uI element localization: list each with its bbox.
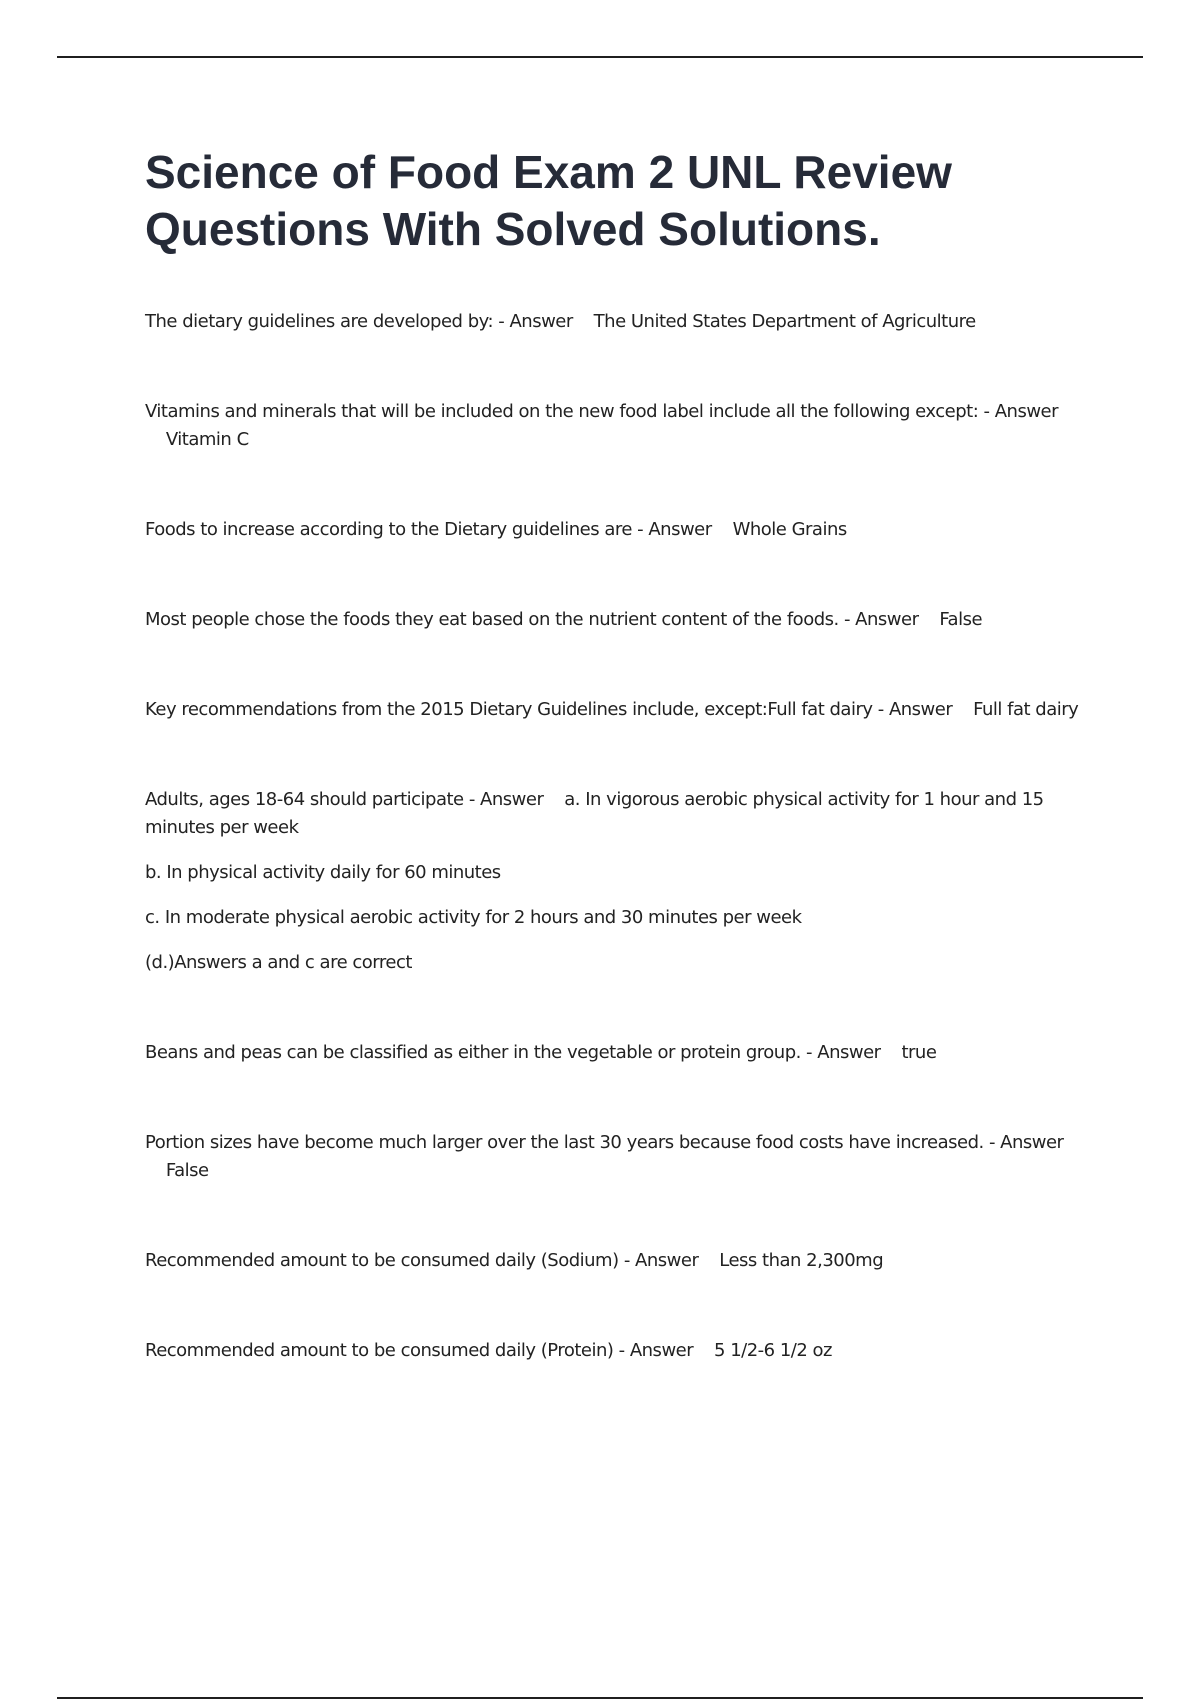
document-title: Science of Food Exam 2 UNL Review Questions With Solved Solutions. xyxy=(145,146,952,255)
qa-item xyxy=(145,516,1085,544)
top-rule xyxy=(57,56,1143,58)
question-text: Key recommendations from the 2015 Dietary Guidelines include, except:Full fat dairy - Answer xyxy=(145,699,953,720)
answer-option: (d.)Answers a and c are correct xyxy=(145,952,412,973)
question-text: Recommended amount to be consumed daily (Protein) - Answer xyxy=(145,1340,694,1361)
answer-text: a. In vigorous aerobic physical activity for 1 hour and 15 minutes per week xyxy=(145,789,1044,838)
qa-list xyxy=(145,308,1085,1365)
answer-text: False xyxy=(939,609,983,630)
answer-text: Full fat dairy xyxy=(973,699,1079,720)
qa-item xyxy=(145,786,1085,977)
question-text: Most people chose the foods they eat based on the nutrient content of the foods. - Answer xyxy=(145,609,919,630)
question-text: The dietary guidelines are developed by: - Answer xyxy=(145,311,573,332)
answer-text: Vitamin C xyxy=(165,429,249,450)
question-text: Recommended amount to be consumed daily (Sodium) - Answer xyxy=(145,1250,699,1271)
answer-text: true xyxy=(901,1042,937,1063)
qa-item xyxy=(145,308,1085,336)
qa-item xyxy=(145,606,1085,634)
answer-option: c. In moderate physical aerobic activity for 2 hours and 30 minutes per week xyxy=(145,907,802,928)
answer-text: Whole Grains xyxy=(732,519,847,540)
qa-item xyxy=(145,1129,1085,1185)
answer-text: False xyxy=(165,1160,209,1181)
qa-item xyxy=(145,696,1085,724)
answer-text: The United States Department of Agriculture xyxy=(593,311,976,332)
answer-option: b. In physical activity daily for 60 minutes xyxy=(145,862,501,883)
question-text: Portion sizes have become much larger over the last 30 years because food costs have increased. - Answer xyxy=(145,1132,1064,1153)
qa-item xyxy=(145,398,1085,454)
qa-item xyxy=(145,1039,1085,1067)
question-text: Foods to increase according to the Dietary guidelines are - Answer xyxy=(145,519,712,540)
qa-main-line xyxy=(145,786,1085,842)
qa-item xyxy=(145,1247,1085,1275)
question-text: Adults, ages 18-64 should participate - Answer xyxy=(145,789,544,810)
answer-text: 5 1/2-6 1/2 oz xyxy=(714,1340,832,1361)
answer-text: Less than 2,300mg xyxy=(719,1250,884,1271)
page-content xyxy=(145,144,1085,1427)
question-text: Beans and peas can be classified as either in the vegetable or protein group. - Answer xyxy=(145,1042,881,1063)
qa-item xyxy=(145,1337,1085,1365)
question-text: Vitamins and minerals that will be included on the new food label include all the following except: - Answer xyxy=(145,401,1059,422)
bottom-rule xyxy=(57,1697,1143,1699)
